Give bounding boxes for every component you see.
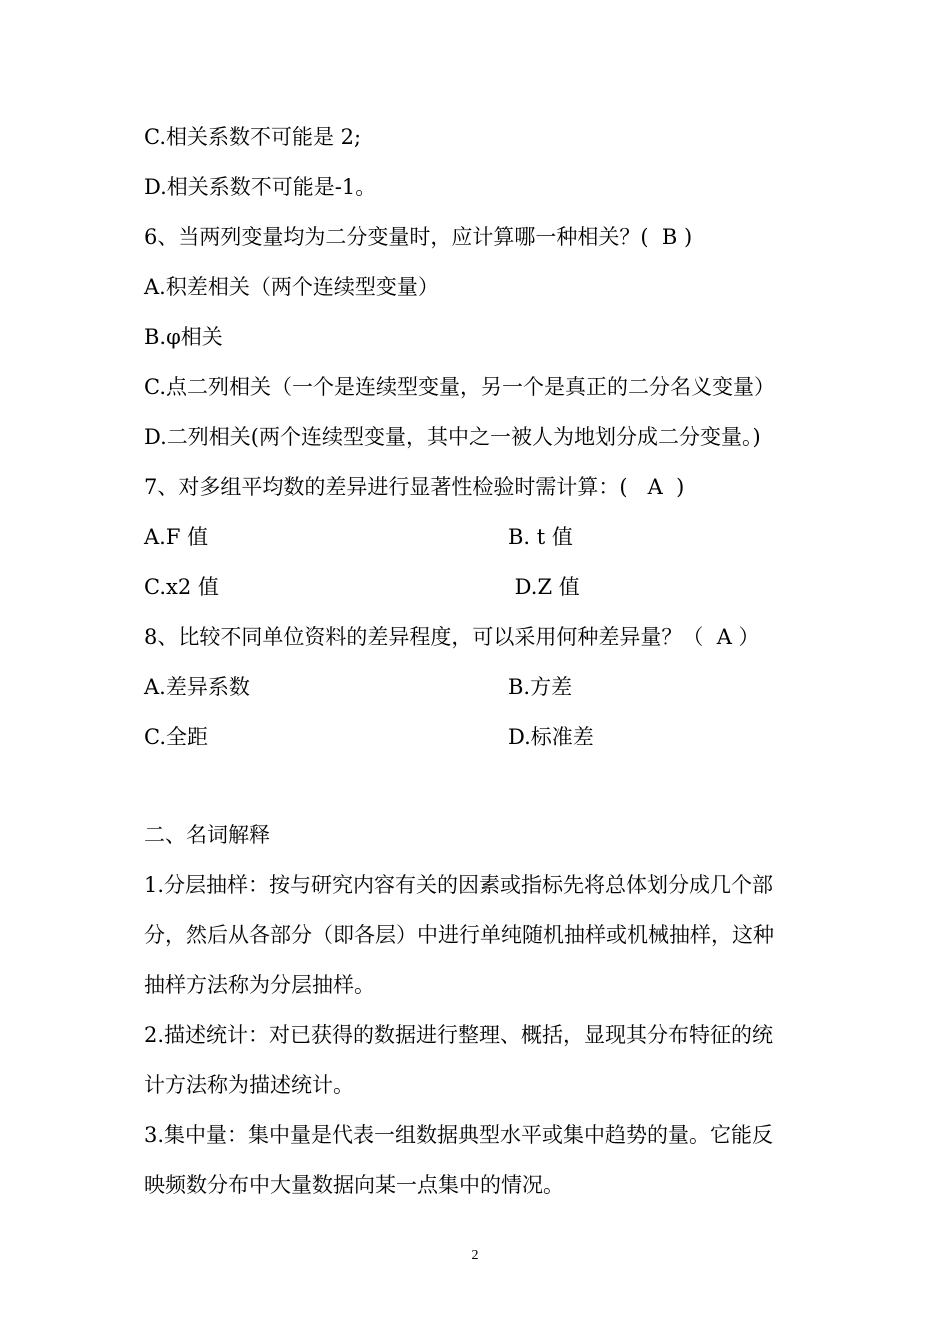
q8-option-c: C.全距	[144, 725, 208, 749]
term-2-line-2: 计方法称为描述统计。	[144, 1073, 354, 1097]
term-3-line-1: 3.集中量：集中量是代表一组数据典型水平或集中趋势的量。它能反	[144, 1123, 774, 1147]
term-3-line-2: 映频数分布中大量数据向某一点集中的情况。	[144, 1173, 564, 1197]
page-number: 2	[471, 1248, 479, 1263]
term-1-line-2: 分，然后从各部分（即各层）中进行单纯随机抽样或机械抽样，这种	[144, 923, 774, 947]
q6-option-c: C.点二列相关（一个是连续型变量，另一个是真正的二分名义变量）	[144, 375, 775, 399]
q6-option-a: A.积差相关（两个连续型变量）	[144, 275, 439, 299]
q7-option-a: A.F 值	[144, 525, 209, 549]
q6-question: 6、当两列变量均为二分变量时，应计算哪一种相关？( B )	[144, 225, 693, 249]
q5-option-c: C.相关系数不可能是 2;	[144, 125, 362, 149]
q8-question: 8、比较不同单位资料的差异程度，可以采用何种差异量？（ A ）	[144, 625, 760, 649]
q8-option-d: D.标准差	[508, 725, 594, 749]
q8-option-b: B.方差	[508, 675, 573, 699]
q7-option-b: B. t 值	[508, 525, 573, 549]
term-1-line-3: 抽样方法称为分层抽样。	[144, 973, 375, 997]
section-heading: 二、名词解释	[144, 823, 270, 847]
q6-option-d: D.二列相关(两个连续型变量，其中之一被人为地划分成二分变量。)	[144, 425, 761, 449]
q7-question: 7、对多组平均数的差异进行显著性检验时需计算：( A )	[144, 475, 685, 499]
q7-option-c: C.x2 值	[144, 575, 219, 599]
term-1-line-1: 1.分层抽样：按与研究内容有关的因素或指标先将总体划分成几个部	[144, 873, 774, 897]
q8-option-a: A.差异系数	[144, 675, 250, 699]
q5-option-d: D.相关系数不可能是-1。	[144, 175, 377, 199]
q6-option-b: B.φ相关	[144, 325, 223, 349]
q7-option-d: D.Z 值	[508, 575, 580, 599]
term-2-line-1: 2.描述统计：对已获得的数据进行整理、概括，显现其分布特征的统	[144, 1023, 774, 1047]
